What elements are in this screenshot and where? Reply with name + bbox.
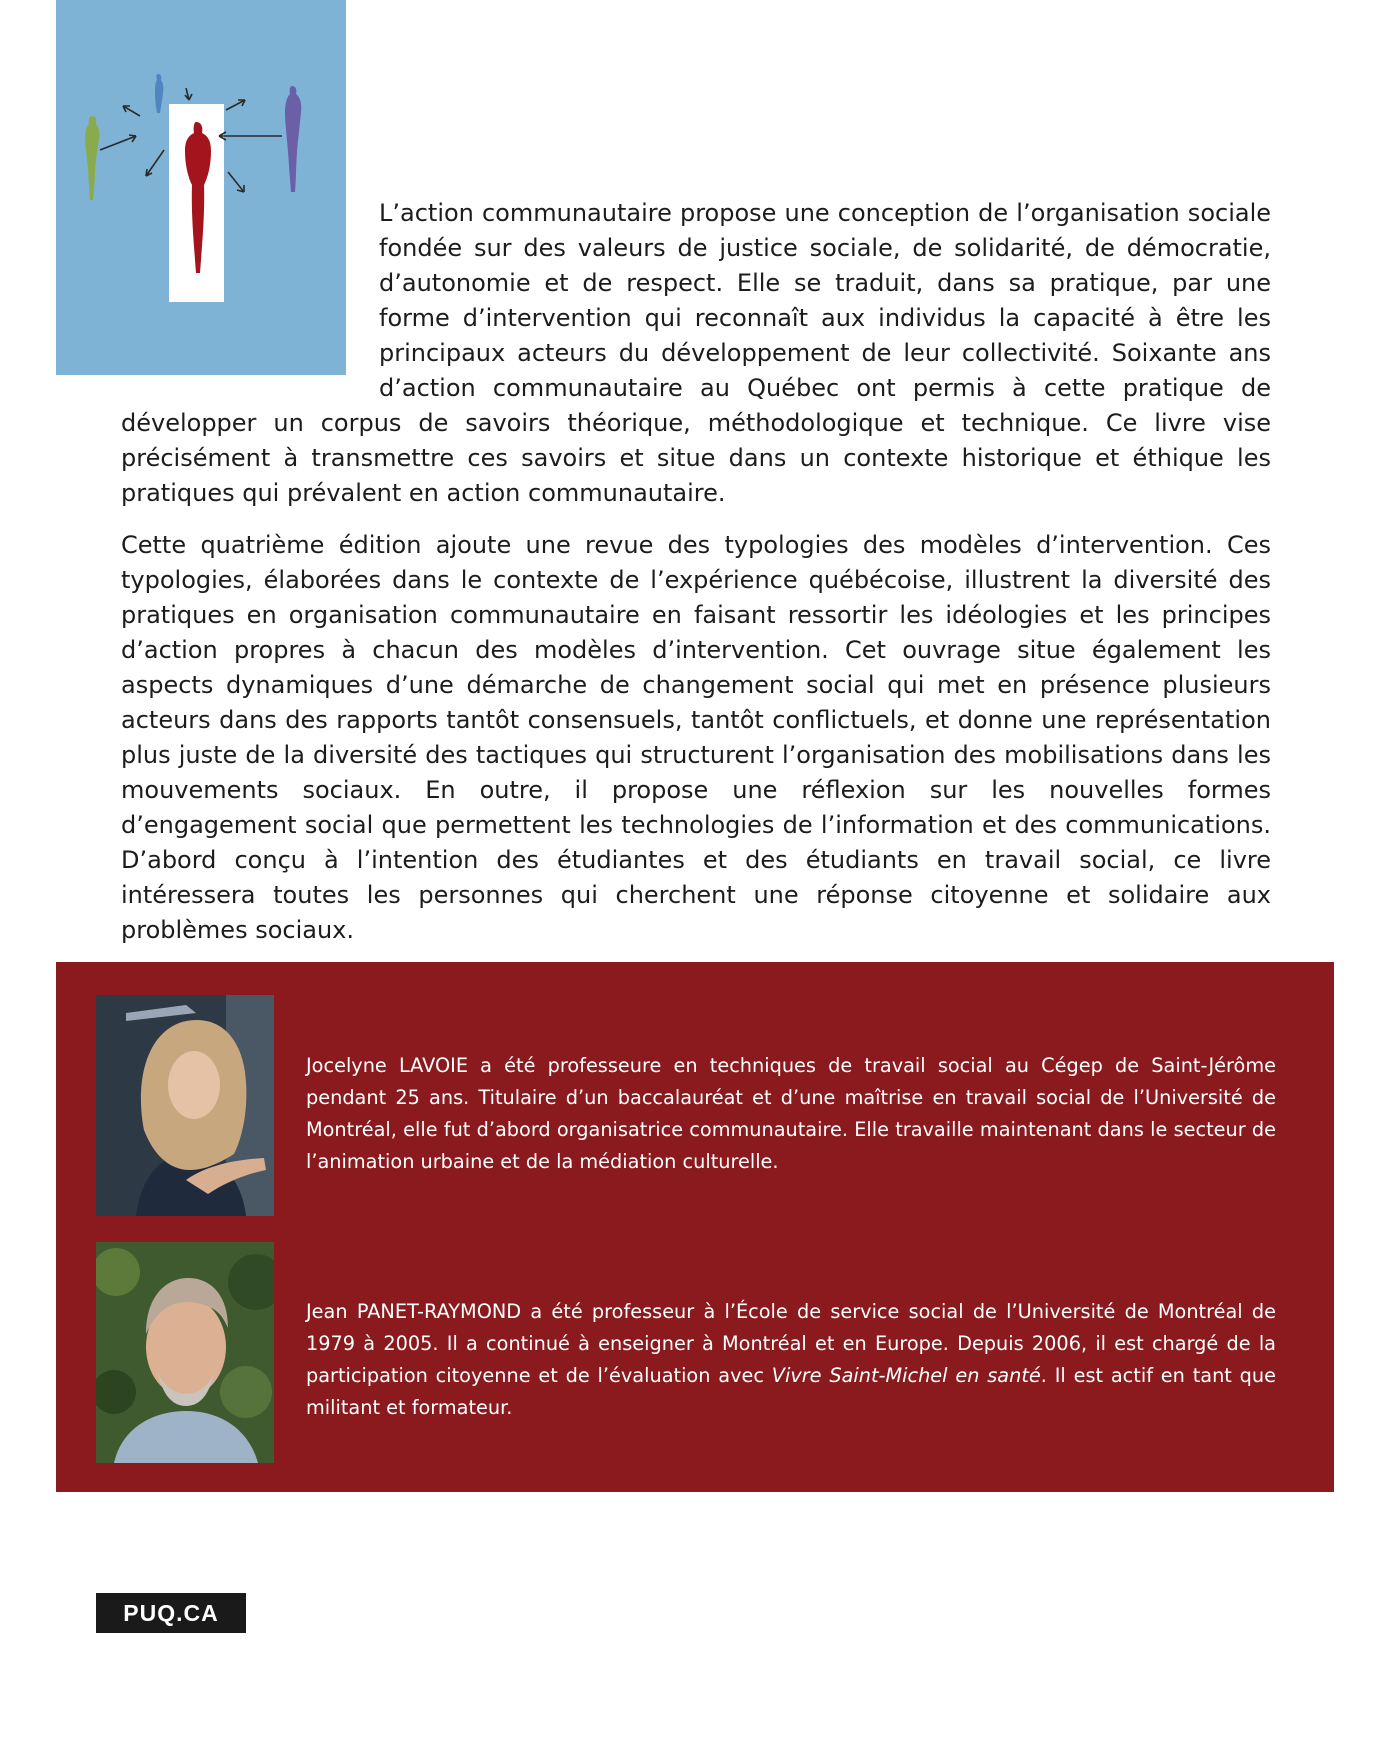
authors-panel bbox=[56, 962, 1334, 1492]
bio-text-end: . Il est actif en tant que militant et formateur. bbox=[306, 1364, 1277, 1419]
author-photo-lavoie bbox=[96, 995, 274, 1216]
intro-paragraph bbox=[121, 196, 1271, 511]
second-paragraph: Cette quatrième édition ajoute une revue des typologies des modèles d’intervention. Ces typologies, élaborées dans le contexte de l’expérience québécoise, illustrent la diversité des pratiques en organisation communautaire en faisant ressortir les idéologies et les principes d’action propres à chacun des modèles d’intervention. Cet ouvrage situe également les aspects dynamiques d’une démarche de changement social qui met en présence plusieurs acteurs dans des rapports tantôt consensuels, tantôt conflictuels, et donne une représentation plus juste de la diversité des tactiques qui structurent l’organisation des mobilisations dans les mouvements sociaux. En outre, il propose une réflexion sur les nouvelles formes d’engagement social que permettent les technologies de l’information et des communications. D’abord conçu à l’intention des étudiantes et des étudiants en travail social, ce livre intéressera toutes les personnes qui cherchent une réponse citoyenne et solidaire aux problèmes sociaux. bbox=[121, 531, 1271, 944]
puq-website-badge: PUQ.CA bbox=[96, 1593, 246, 1633]
illustration-gap bbox=[121, 196, 379, 406]
face bbox=[168, 1051, 220, 1119]
author-bio-lavoie: Jocelyne LAVOIE a été professeure en techniques de travail social au Cégep de Saint-Jérôme pendant 25 ans. Titulaire d’un baccalauréat et d’une maîtrise en travail social de l’Université de Montréal, elle fut d’abord organisatrice communautaire. Elle travaille maintenant dans le secteur de l’animation urbaine et de la médiation culturelle. bbox=[306, 1054, 1276, 1173]
portrait-panet-raymond bbox=[96, 1242, 274, 1463]
bio-italic-title: Vivre Saint-Michel en santé bbox=[771, 1364, 1041, 1387]
intro-text: L’action communautaire propose une conception de l’organisation sociale fondée sur des valeurs de justice sociale, de solidarité, de démocratie, d’autonomie et de respect. Elle se traduit, dans sa pratique, par une forme d’intervention qui reconnaît aux individus la capacité à être les principaux acteurs du développement de leur collectivité. Soixante ans d’action communautaire au Québec ont permis à cette pratique de développer un corpus de savoirs théorique, méthodologique et technique. Ce livre vise précisément à transmettre ces savoirs et situe dans un contexte historique et éthique les pratiques qui prévalent en action communautaire. bbox=[121, 199, 1271, 507]
leaf-cluster-3 bbox=[220, 1366, 272, 1418]
bio-text-start: Jean PANET-RAYMOND a été professeur à l’École de service social de l’Université de Montréal de 1979 à 2005. Il a continué à enseigner à Montréal et en Europe. Depuis 2006, il est chargé de la participation citoyenne et de l’évaluation avec bbox=[306, 1300, 1276, 1387]
portrait-lavoie bbox=[96, 995, 274, 1216]
author-photo-panet-raymond bbox=[96, 1242, 274, 1463]
author-bio-panet-raymond bbox=[306, 1296, 1276, 1424]
